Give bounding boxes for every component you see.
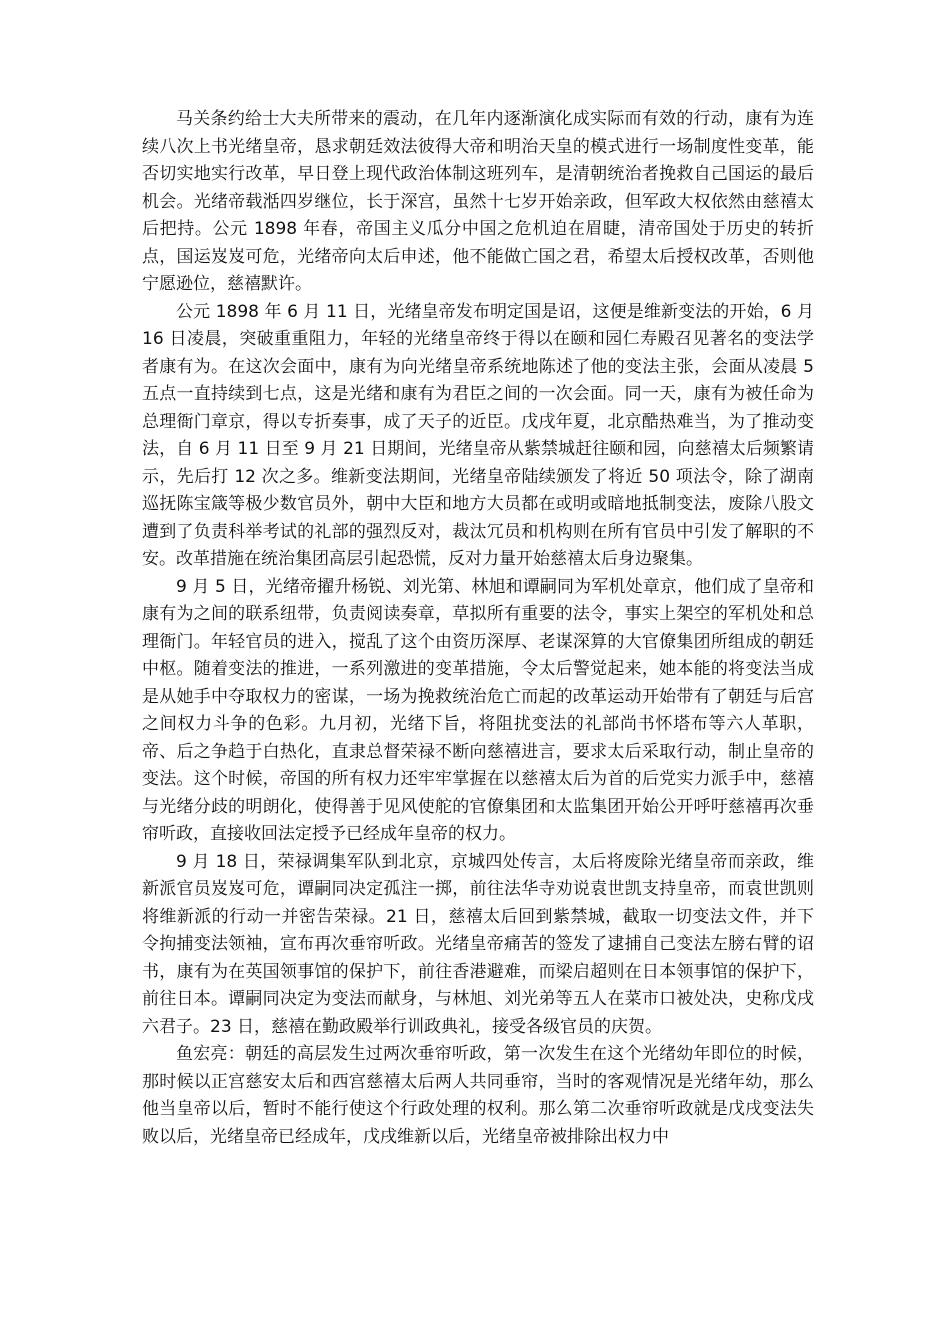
document-page — [142, 106, 814, 1151]
paragraph-2: 公元 1898 年 6 月 11 日，光绪皇帝发布明定国是诏，这便是维新变法的开始，6 月 16 日凌晨，突破重重阻力，年轻的光绪皇帝终于得以在颐和园仁寿殿召见著名的变法学者康有为。在这次会面中，康有为向光绪皇帝系统地陈述了他的变法主张，会面从凌晨 5 五点一直持续到七点，这是光绪和康有为君臣之间的一次会面。同一天，康有为被任命为总理衙门章京，得以专折奏事，成了天子的近臣。戊戌年夏，北京酷热难当，为了推动变法，自 6 月 11 日至 9 月 21 日期间，光绪皇帝从紫禁城赶往颐和园，向慈禧太后频繁请示，先后打 12 次之多。维新变法期间，光绪皇帝陆续颁发了将近 50 项法令，除了湖南巡抚陈宝箴等极少数官员外，朝中大臣和地方大员都在或明或暗地抵制变法，废除八股文遭到了负责科举考试的礼部的强烈反对，裁汰冗员和机构则在所有官员中引发了解职的不安。改革措施在统治集团高层引起恐慌，反对力量开始慈禧太后身边聚集。 — [142, 301, 814, 569]
paragraph-5: 鱼宏亮：朝廷的高层发生过两次垂帘听政，第一次发生在这个光绪幼年即位的时候，那时候以正宫慈安太后和西宫慈禧太后两人共同垂帘，当时的客观情况是光绪年幼，那么他当皇帝以后，暂时不能行使这个行政处理的权利。那么第二次垂帘听政就是戊戌变法失败以后，光绪皇帝已经成年，戊戌维新以后，光绪皇帝被排除出权力中 — [142, 1044, 814, 1147]
paragraph-4: 9 月 18 日，荣禄调集军队到北京，京城四处传言，太后将废除光绪皇帝而亲政，维新派官员岌岌可危，谭嗣同决定孤注一掷，前往法华寺劝说袁世凯支持皇帝，而袁世凯则将维新派的行动一并密告荣禄。21 日，慈禧太后回到紫禁城，截取一切变法文件，并下令拘捕变法领袖，宣布再次垂帘听政。光绪皇帝痛苦的签发了逮捕自己变法左膀右臂的诏书，康有为在英国领事馆的保护下，前往香港避难，而梁启超则在日本领事馆的保护下，前往日本。谭嗣同决定为变法而献身，与林旭、刘光弟等五人在菜市口被处决，史称戊戌六君子。23 日，慈禧在勤政殿举行训政典礼，接受各级官员的庆贺。 — [142, 851, 814, 1037]
paragraph-1: 马关条约给士大夫所带来的震动，在几年内逐渐演化成实际而有效的行动，康有为连续八次上书光绪皇帝，恳求朝廷效法彼得大帝和明治天皇的模式进行一场制度性变革，能否切实地实行改革，早日登上现代政治体制这班列车，是清朝统治者挽救自己国运的最后机会。光绪帝载湉四岁继位，长于深宫，虽然十七岁开始亲政，但军政大权依然由慈禧太后把持。公元 1898 年春，帝国主义瓜分中国之危机迫在眉睫，清帝国处于历史的转折点，国运岌岌可危，光绪帝向太后申述，他不能做亡国之君，希望太后授权改革，否则他宁愿逊位，慈禧默许。 — [142, 109, 814, 294]
paragraph-3: 9 月 5 日，光绪帝擢升杨锐、刘光第、林旭和谭嗣同为军机处章京，他们成了皇帝和康有为之间的联系纽带，负责阅读奏章，草拟所有重要的法令，事实上架空的军机处和总理衙门。年轻官员的进入，搅乱了这个由资历深厚、老谋深算的大官僚集团所组成的朝廷中枢。随着变法的推进，一系列激进的变革措施，令太后警觉起来，她本能的将变法当成是从她手中夺取权力的密谋，一场为挽救统治危亡而起的改革运动开始带有了朝廷与后宫之间权力斗争的色彩。九月初，光绪下旨，将阻扰变法的礼部尚书怀塔布等六人革职，帝、后之争趋于白热化，直隶总督荣禄不断向慈禧进言，要求太后采取行动，制止皇帝的变法。这个时候，帝国的所有权力还牢牢掌握在以慈禧太后为首的后党实力派手中，慈禧与光绪分歧的明朗化，使得善于见风使舵的官僚集团和太监集团开始公开呼吁慈禧再次垂帘听政，直接收回法定授予已经成年皇帝的权力。 — [142, 576, 814, 844]
